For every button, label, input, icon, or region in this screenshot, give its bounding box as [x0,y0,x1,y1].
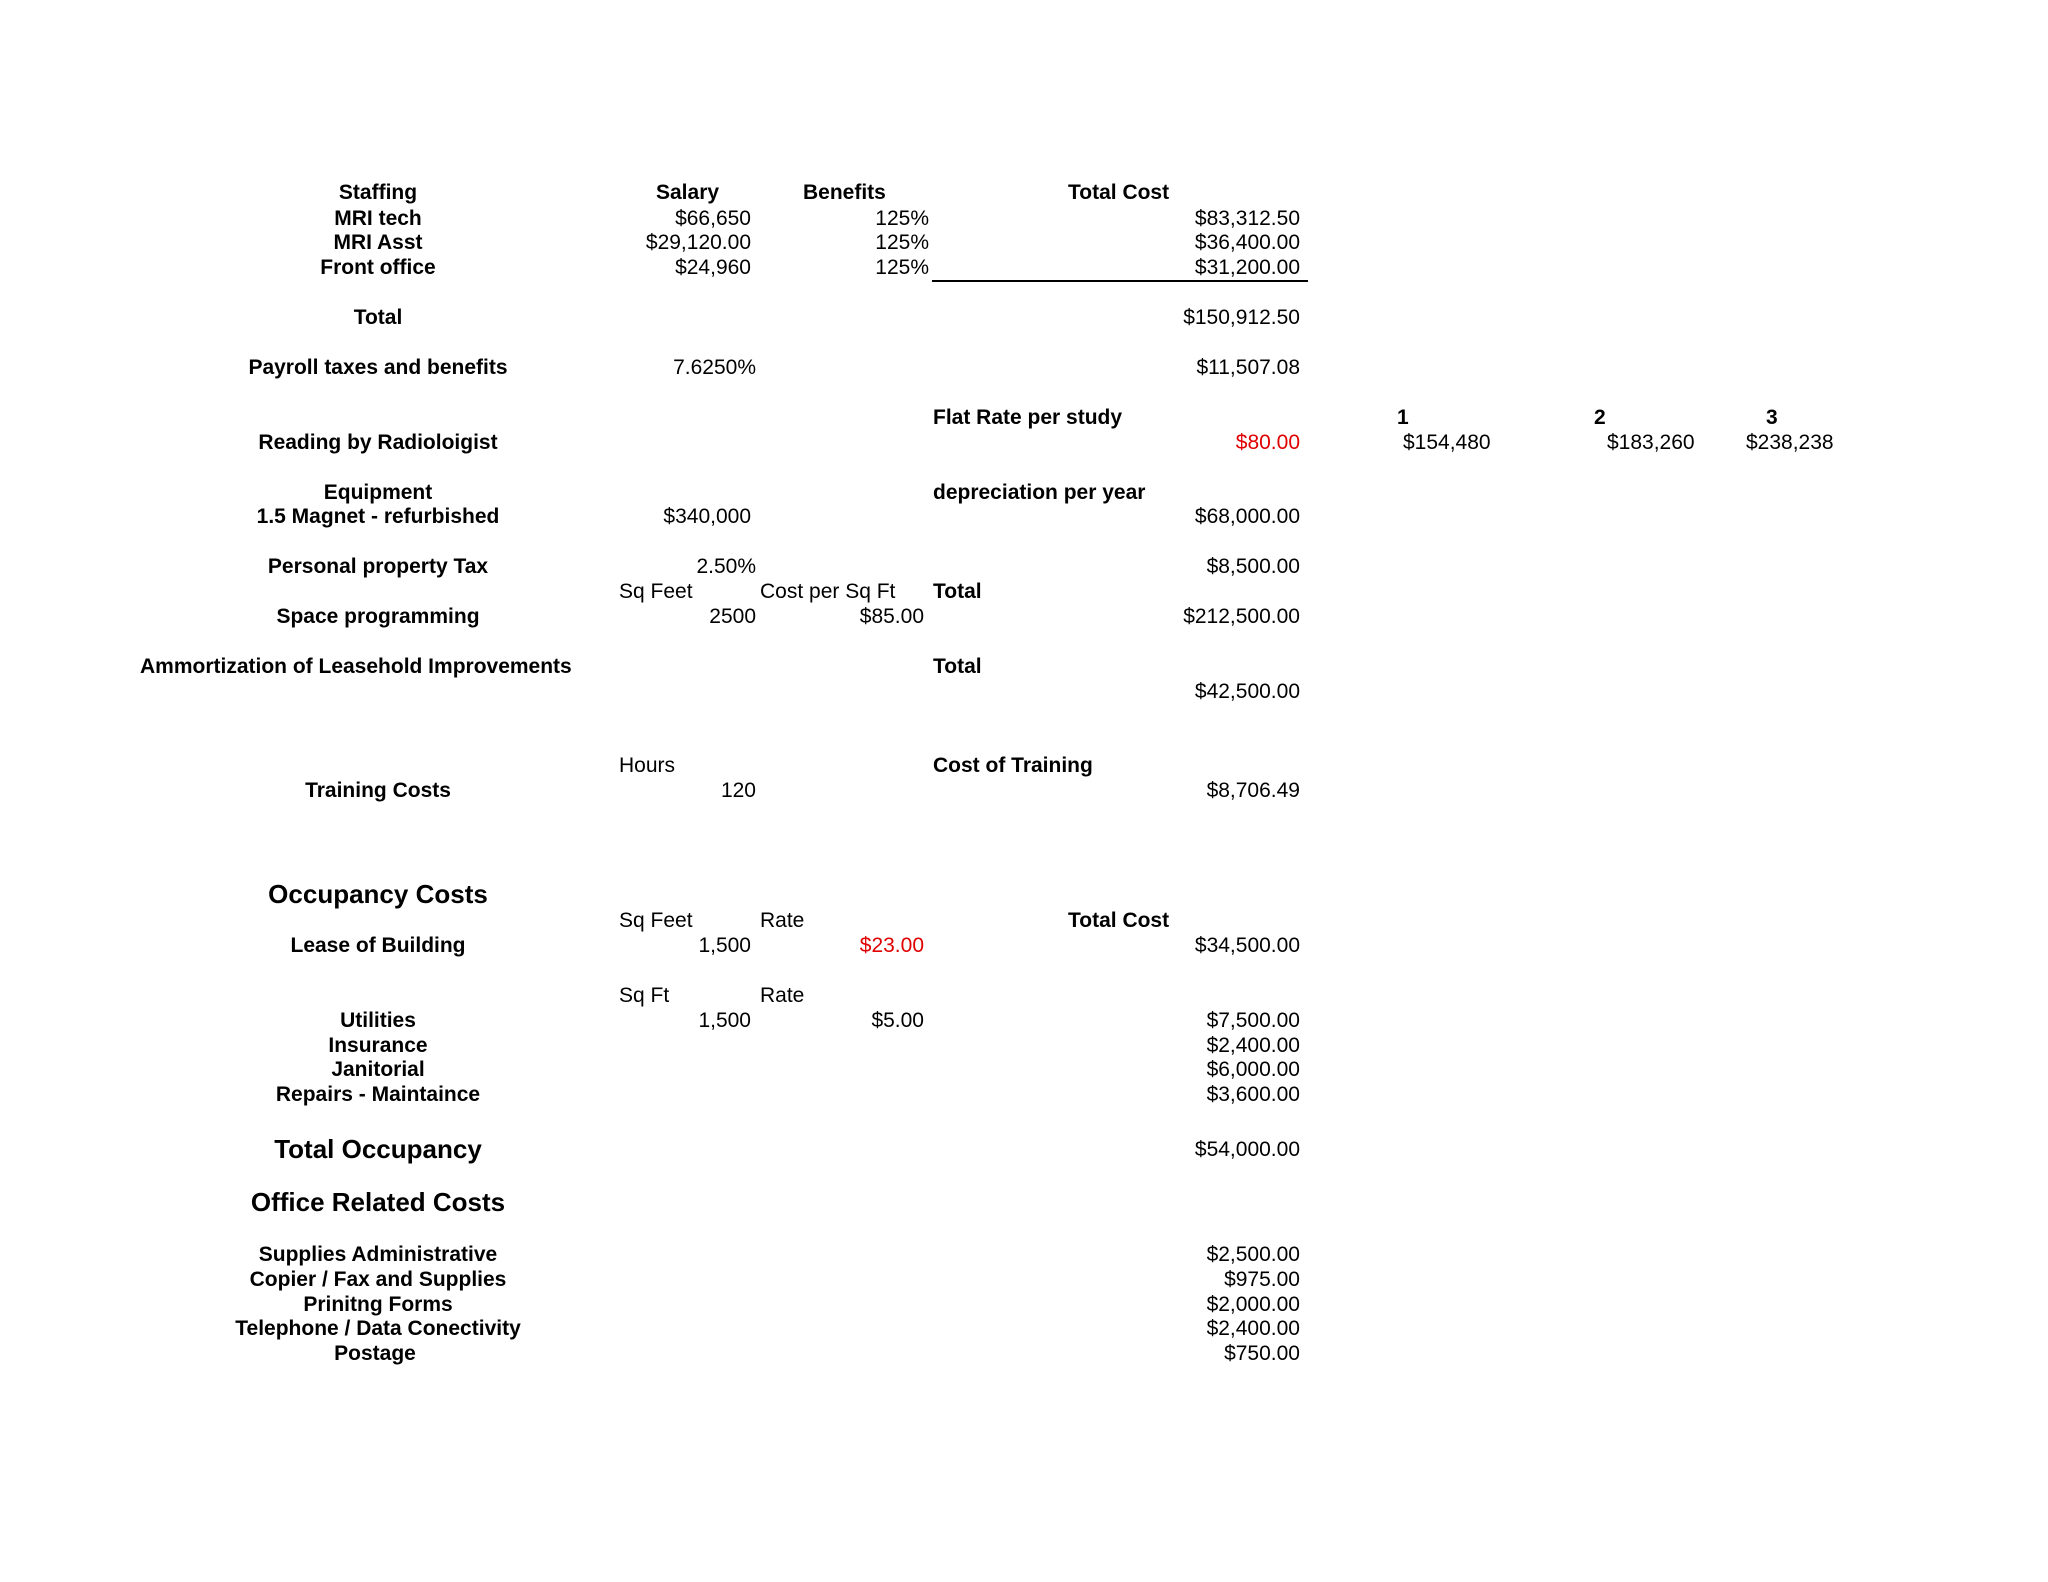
utilities-rate: $5.00 [871,1009,924,1032]
janitorial-total: $6,000.00 [1206,1058,1300,1081]
training-hours-header: Hours [619,754,676,777]
space-cost: $85.00 [859,605,924,628]
amortization-value: $42,500.00 [1194,680,1300,703]
total-underline [932,280,1308,282]
training-label: Training Costs [305,779,451,802]
repairs-label: Repairs - Maintaince [275,1083,481,1106]
lease-rate-header: Rate [760,909,805,932]
staffing-header: Staffing [338,181,418,204]
staff-benefits-mri-asst: 125% [875,231,929,254]
total-occupancy-value: $54,000.00 [1194,1138,1300,1161]
occupancy-title: Occupancy Costs [268,879,488,909]
total-cost-header: Total Cost [1068,181,1170,204]
staff-benefits-front-office: 125% [875,256,929,279]
depreciation-value: $68,000.00 [1194,505,1300,528]
lease-rate: $23.00 [859,934,924,957]
staff-label-front-office: Front office [320,256,436,279]
reading-label: Reading by Radioloigist [258,431,498,454]
utilities-sqft-header: Sq Ft [619,984,670,1007]
staff-label-mri-asst: MRI Asst [333,231,423,254]
property-tax-label: Personal property Tax [267,555,489,578]
staff-total-mri-asst: $36,400.00 [1194,231,1300,254]
property-tax-value: $8,500.00 [1206,555,1300,578]
insurance-total: $2,400.00 [1206,1034,1300,1057]
payroll-rate: 7.6250% [673,356,756,379]
scenario-2-header: 2 [1594,406,1606,429]
office-label-postage: Postage [334,1342,416,1365]
utilities-rate-header: Rate [760,984,805,1007]
scenario-3-value: $238,238 [1746,431,1834,454]
amortization-total-header: Total [933,655,982,678]
utilities-sqft: 1,500 [698,1009,751,1032]
space-total-header: Total [933,580,982,603]
property-tax-rate: 2.50% [696,555,756,578]
equipment-cost: $340,000 [663,505,751,528]
office-total-forms: $2,000.00 [1206,1293,1300,1316]
equipment-label: Equipment [323,481,433,504]
staff-salary-mri-tech: $66,650 [675,207,751,230]
training-hours: 120 [720,779,756,802]
lease-total: $34,500.00 [1194,934,1300,957]
office-total-supplies: $2,500.00 [1206,1243,1300,1266]
office-label-telephone: Telephone / Data Conectivity [235,1317,521,1340]
office-label-forms: Prinitng Forms [303,1293,453,1316]
utilities-total: $7,500.00 [1206,1009,1300,1032]
flat-rate-header: Flat Rate per study [933,406,1123,429]
office-total-copier: $975.00 [1224,1268,1300,1291]
lease-sqfeet: 1,500 [698,934,751,957]
depreciation-header: depreciation per year [933,481,1146,504]
janitorial-label: Janitorial [331,1058,425,1081]
staff-total-mri-tech: $83,312.50 [1194,207,1300,230]
lease-label: Lease of Building [290,934,466,957]
space-cost-header: Cost per Sq Ft [760,580,896,603]
space-sqfeet: 2500 [709,605,756,628]
salary-header: Salary [656,181,720,204]
insurance-label: Insurance [328,1034,428,1057]
space-total: $212,500.00 [1183,605,1300,628]
staff-salary-front-office: $24,960 [675,256,751,279]
payroll-value: $11,507.08 [1196,356,1300,379]
training-value: $8,706.49 [1206,779,1300,802]
amortization-label: Ammortization of Leasehold Improvements [140,655,572,678]
training-cost-header: Cost of Training [933,754,1093,777]
staff-total-front-office: $31,200.00 [1194,256,1300,279]
repairs-total: $3,600.00 [1206,1083,1300,1106]
total-occupancy-label: Total Occupancy [274,1134,482,1164]
utilities-label: Utilities [340,1009,416,1032]
office-title: Office Related Costs [250,1187,506,1217]
office-total-telephone: $2,400.00 [1206,1317,1300,1340]
staff-benefits-mri-tech: 125% [875,207,929,230]
scenario-1-header: 1 [1397,406,1409,429]
payroll-label: Payroll taxes and benefits [248,356,508,379]
office-label-copier: Copier / Fax and Supplies [249,1268,507,1291]
office-label-supplies: Supplies Administrative [258,1243,498,1266]
reading-rate: $80.00 [1235,431,1300,454]
staffing-total-value: $150,912.50 [1183,306,1300,329]
staff-salary-mri-asst: $29,120.00 [645,231,751,254]
lease-total-header: Total Cost [1068,909,1170,932]
staffing-total-label: Total [353,306,403,329]
scenario-1-value: $154,480 [1403,431,1491,454]
scenario-3-header: 3 [1766,406,1778,429]
benefits-header: Benefits [803,181,886,204]
space-sqfeet-header: Sq Feet [619,580,693,603]
office-total-postage: $750.00 [1224,1342,1300,1365]
lease-sqfeet-header: Sq Feet [619,909,693,932]
equipment-item-label: 1.5 Magnet - refurbished [256,505,500,528]
space-label: Space programming [276,605,480,628]
scenario-2-value: $183,260 [1607,431,1695,454]
staff-label-mri-tech: MRI tech [334,207,422,230]
